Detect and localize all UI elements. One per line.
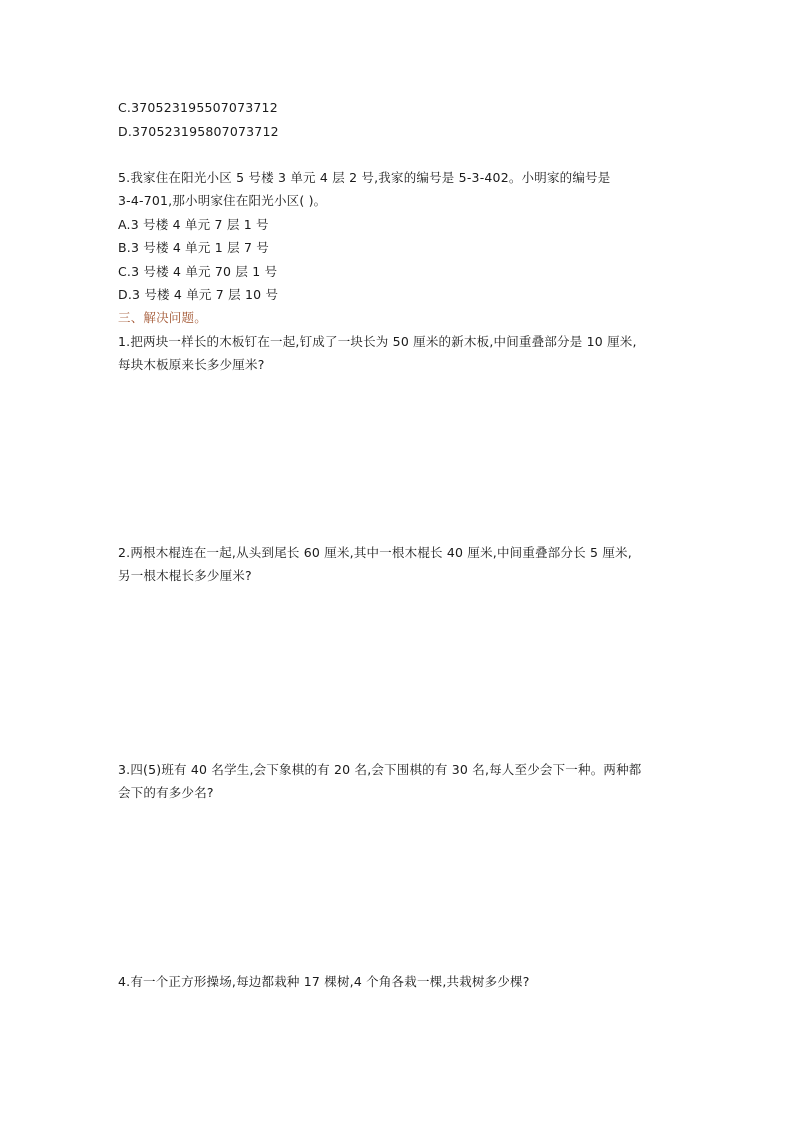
problem-1-line2: 每块木板原来长多少厘米? <box>118 357 265 372</box>
q5-option-b: B.3 号楼 4 单元 1 层 7 号 <box>118 240 269 255</box>
problem-3-line1: 3.四(5)班有 40 名学生,会下象棋的有 20 名,会下围棋的有 30 名,每人至少会下一种。两种都 <box>118 762 642 777</box>
problem-2-line2: 另一根木棍长多少厘米? <box>118 568 252 583</box>
problem-2-line1: 2.两根木棍连在一起,从头到尾长 60 厘米,其中一根木棍长 40 厘米,中间重叠部分长 5 厘米, <box>118 545 632 560</box>
q5-stem-line2: 3-4-701,那小明家住在阳光小区( )。 <box>118 193 327 208</box>
q4-option-d: D.370523195807073712 <box>118 124 279 139</box>
q5-stem-line1: 5.我家住在阳光小区 5 号楼 3 单元 4 层 2 号,我家的编号是 5-3-402。小明家的编号是 <box>118 170 611 185</box>
q4-option-c: C.370523195507073712 <box>118 100 278 115</box>
q5-option-a: A.3 号楼 4 单元 7 层 1 号 <box>118 217 269 232</box>
q5-option-c: C.3 号楼 4 单元 70 层 1 号 <box>118 264 278 279</box>
section-title: 三、解决问题。 <box>118 310 207 325</box>
problem-3-line2: 会下的有多少名? <box>118 785 214 800</box>
problem-4-line1: 4.有一个正方形操场,每边都栽种 17 棵树,4 个角各栽一棵,共栽树多少棵? <box>118 974 530 989</box>
problem-1-line1: 1.把两块一样长的木板钉在一起,钉成了一块长为 50 厘米的新木板,中间重叠部分是 10 厘米, <box>118 334 637 349</box>
q5-option-d: D.3 号楼 4 单元 7 层 10 号 <box>118 287 279 302</box>
